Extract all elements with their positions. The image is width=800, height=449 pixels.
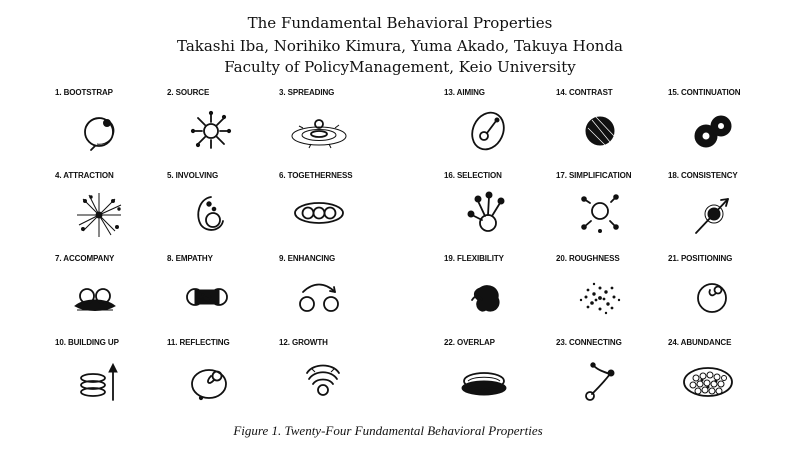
- property-label: 16. SELECTION: [444, 171, 502, 180]
- empathy-icon: [171, 270, 243, 322]
- property-consistency: [668, 171, 780, 251]
- flexibility-icon: [458, 270, 518, 322]
- property-abundance: [668, 338, 780, 418]
- property-selection: [444, 171, 556, 251]
- property-label: 24. ABUNDANCE: [668, 338, 732, 347]
- growth-icon: [293, 354, 353, 406]
- property-contrast: [556, 88, 668, 168]
- contrast-icon: [570, 104, 630, 156]
- abundance-icon: [672, 354, 744, 406]
- property-label: 23. CONNECTING: [556, 338, 622, 347]
- affiliation: Faculty of PolicyManagement, Keio University: [224, 58, 576, 76]
- continuation-icon: [682, 104, 742, 156]
- source-icon: [181, 104, 241, 156]
- property-roughness: [556, 254, 668, 334]
- property-label: 10. BUILDING UP: [55, 338, 119, 347]
- togetherness-icon: [283, 187, 355, 239]
- property-bootstrap: [55, 88, 167, 168]
- property-accompany: [55, 254, 167, 334]
- consistency-icon: [682, 187, 742, 239]
- property-connecting: [556, 338, 668, 418]
- property-label: 1. BOOTSTRAP: [55, 88, 113, 97]
- enhancing-icon: [283, 270, 355, 322]
- property-flexibility: [444, 254, 556, 334]
- property-label: 18. CONSISTENCY: [668, 171, 738, 180]
- property-label: 2. SOURCE: [167, 88, 210, 97]
- aiming-icon: [458, 104, 518, 156]
- property-label: 8. EMPATHY: [167, 254, 213, 263]
- property-label: 6. TOGETHERNESS: [279, 171, 353, 180]
- property-label: 7. ACCOMPANY: [55, 254, 115, 263]
- reflecting-icon: [181, 354, 241, 406]
- overlap-icon: [448, 354, 520, 406]
- property-label: 4. ATTRACTION: [55, 171, 114, 180]
- property-aiming: [444, 88, 556, 168]
- property-overlap: [444, 338, 556, 418]
- property-empathy: [167, 254, 279, 334]
- attraction-icon: [69, 187, 129, 239]
- property-enhancing: [279, 254, 391, 334]
- property-label: 12. GROWTH: [279, 338, 328, 347]
- property-label: 20. ROUGHNESS: [556, 254, 620, 263]
- property-attraction: [55, 171, 167, 251]
- connecting-icon: [570, 354, 630, 406]
- page-title: The Fundamental Behavioral Properties: [247, 14, 553, 32]
- property-togetherness: [279, 171, 391, 251]
- property-building-up: [55, 338, 167, 418]
- simplification-icon: [570, 187, 630, 239]
- property-involving: [167, 171, 279, 251]
- property-continuation: [668, 88, 780, 168]
- property-simplification: [556, 171, 668, 251]
- property-positioning: [668, 254, 780, 334]
- property-label: 11. REFLECTING: [167, 338, 230, 347]
- property-reflecting: [167, 338, 279, 418]
- roughness-icon: [570, 270, 630, 322]
- property-label: 3. SPREADING: [279, 88, 335, 97]
- property-label: 9. ENHANCING: [279, 254, 336, 263]
- accompany-icon: [59, 270, 131, 322]
- spreading-icon: [283, 104, 355, 156]
- property-growth: [279, 338, 391, 418]
- figure-caption: Figure 1. Twenty-Four Fundamental Behavioral Properties: [233, 423, 543, 438]
- property-label: 19. FLEXIBILITY: [444, 254, 504, 263]
- property-source: [167, 88, 279, 168]
- property-label: 22. OVERLAP: [444, 338, 495, 347]
- bootstrap-icon: [69, 104, 129, 156]
- property-label: 13. AIMING: [444, 88, 485, 97]
- involving-icon: [181, 187, 241, 239]
- selection-icon: [458, 187, 518, 239]
- property-label: 14. CONTRAST: [556, 88, 613, 97]
- property-label: 21. POSITIONING: [668, 254, 733, 263]
- property-label: 15. CONTINUATION: [668, 88, 741, 97]
- property-spreading: [279, 88, 391, 168]
- positioning-icon: [682, 270, 742, 322]
- authors: Takashi Iba, Norihiko Kimura, Yuma Akado, Takuya Honda: [176, 37, 623, 55]
- building-up-icon: [69, 354, 129, 406]
- property-label: 17. SIMPLIFICATION: [556, 171, 632, 180]
- property-label: 5. INVOLVING: [167, 171, 219, 180]
